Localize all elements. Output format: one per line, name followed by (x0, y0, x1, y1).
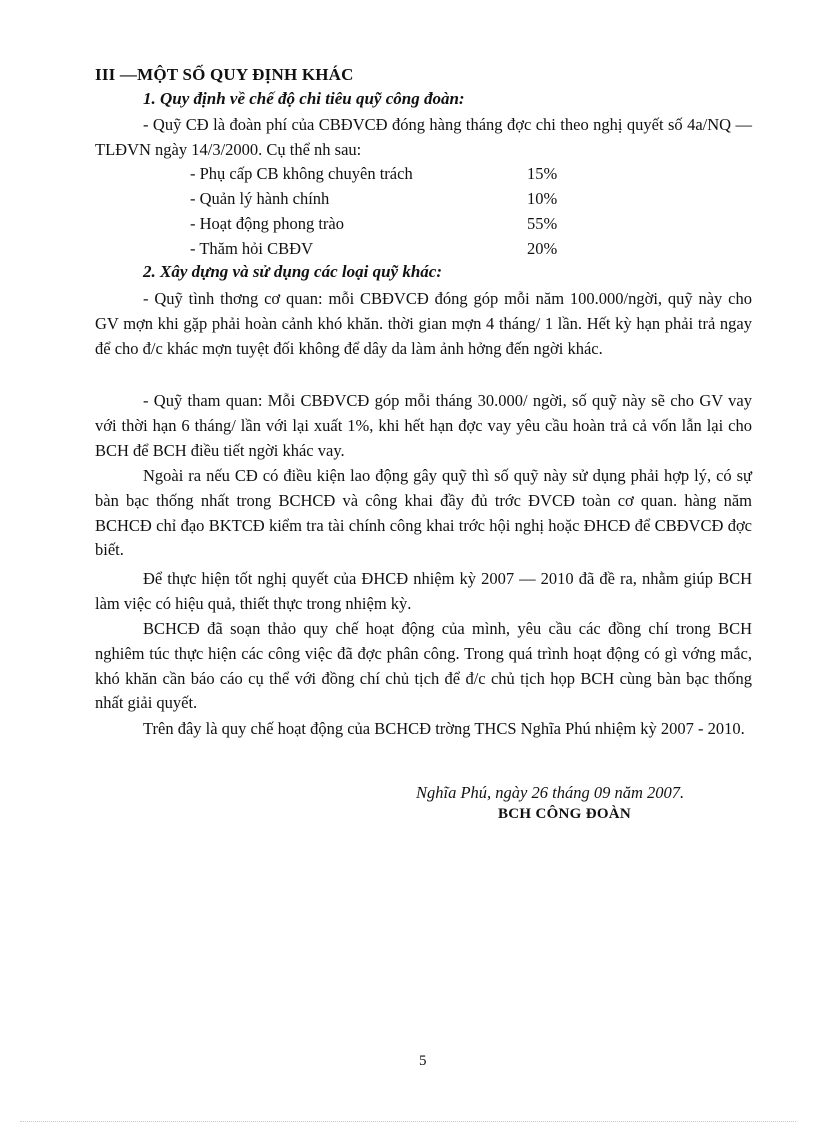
part2-heading: 2. Xây dựng và sử dụng các loại quỹ khác: (143, 262, 442, 281)
allocation-value: 10% (527, 189, 558, 208)
resolution-paragraph: Để thực hiện tốt nghị quyết của ĐHCĐ nhiệm kỳ 2007 — 2010 đã đề ra, nhằm giúp BCH làm việc có hiệu quả, thiết thực trong nhiệm kỳ. (95, 569, 752, 613)
allocation-value: 20% (527, 239, 558, 258)
allocation-row (190, 187, 570, 211)
other-funds-paragraph: Ngoài ra nếu CĐ có điều kiện lao động gây quỹ thì số quỹ này sử dụng phải hợp lý, có sự bàn bạc thống nhất trong BCHCĐ và công khai đầy đủ trớc ĐVCĐ toàn cơ quan. hàng năm BCHCĐ chỉ đạo BKTCĐ kiểm tra tài chính công khai trớc hội nghị hoặc ĐHCĐ để CBĐVCĐ đợc biết. (95, 466, 752, 560)
part1-heading: 1. Quy định về chế độ chi tiêu quỹ công đoàn: (143, 89, 465, 108)
allocation-row (190, 212, 570, 236)
allocation-label: - Hoạt động phong trào (190, 214, 344, 233)
regulation-paragraph: BCHCĐ đã soạn thảo quy chế hoạt động của mình, yêu cầu các đồng chí trong BCH nghiêm túc thực hiện các công việc đã đợc phân công. Trong quá trình hoạt động có gì vớng mắc, khó khăn cần báo cáo cụ thể với đồng chí chủ tịch để đ/c chủ tịch họp BCH cùng bàn bạc thống nhất giải quyết. (95, 619, 752, 713)
allocation-row (190, 162, 570, 186)
tham-quan-fund-paragraph: - Quỹ tham quan: Mỗi CBĐVCĐ góp mỗi tháng 30.000/ ngời, số quỹ này sẽ cho GV vay với thời hạn 6 tháng/ lần với lại xuất 1%, khi hết hạn đợc vay yêu cầu hoàn trả cả vốn lẫn lại cho BCH để BCH điều tiết ngời khác vay. (95, 391, 752, 460)
section-title: III —MỘT SỐ QUY ĐỊNH KHÁC (95, 65, 354, 84)
allocation-label: - Quản lý hành chính (190, 189, 330, 208)
allocation-label: - Thăm hỏi CBĐV (190, 239, 313, 258)
signature-organization: BCH CÔNG ĐOÀN (498, 806, 632, 822)
allocation-label: - Phụ cấp CB không chuyên trách (190, 164, 413, 183)
closing-paragraph: Trên đây là quy chế hoạt động của BCHCĐ trờng THCS Nghĩa Phú nhiệm kỳ 2007 - 2010. (143, 719, 745, 738)
allocation-value: 55% (527, 214, 558, 233)
page-number: 5 (419, 1053, 427, 1069)
allocation-value: 15% (527, 164, 558, 183)
tinh-thuong-fund-paragraph: - Quỹ tình thơng cơ quan: mỗi CBĐVCĐ đóng góp mỗi năm 100.000/ngời, quỹ này cho GV mợn khi gặp phải hoàn cảnh khó khăn. thời gian mợn 4 tháng/ 1 lần. Hết kỳ hạn phải trả ngay để cho đ/c khác mợn tuyệt đối không để dây da làm ảnh hởng đến ngời khác. (95, 289, 752, 358)
page-bottom-rule (20, 1121, 796, 1122)
allocation-row (190, 237, 570, 261)
signature-place-date: Nghĩa Phú, ngày 26 tháng 09 năm 2007. (416, 783, 685, 802)
part1-intro-paragraph: - Quỹ CĐ là đoàn phí của CBĐVCĐ đóng hàng tháng đợc chi theo nghị quyết số 4a/NQ — TLĐVN ngày 14/3/2000. Cụ thể nh sau: (95, 115, 752, 159)
